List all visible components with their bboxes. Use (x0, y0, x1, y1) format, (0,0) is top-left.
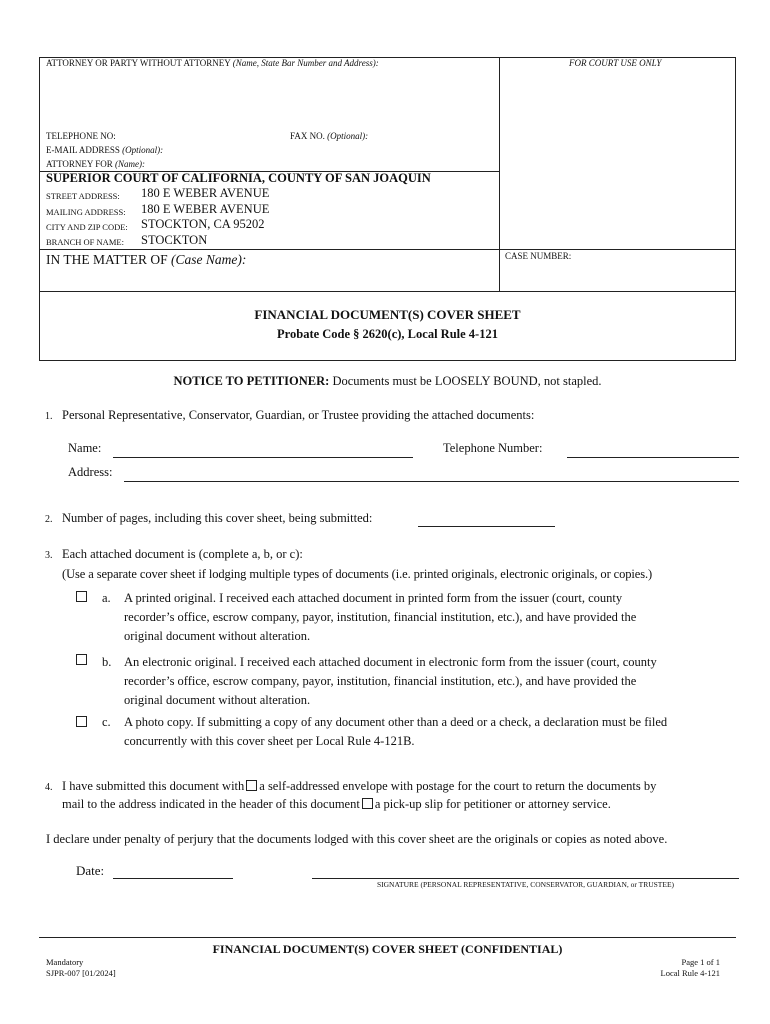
footer-local-rule: Local Rule 4-121 (660, 968, 720, 978)
item4-line2-pre: mail to the address indicated in the header of this document (62, 797, 360, 811)
footer-title: FINANCIAL DOCUMENT(S) COVER SHEET (CONFIDENTIAL) (212, 942, 563, 956)
item4-line1-post: a self-addressed envelope with postage for the court to return the documents by (259, 779, 657, 793)
name-label: Name: (68, 441, 102, 455)
footer-mandatory: Mandatory (46, 957, 84, 967)
option-c-letter: c. (102, 715, 111, 729)
matter-hint: (Case Name): (171, 252, 247, 267)
notice-label: NOTICE TO PETITIONER: (173, 374, 330, 388)
option-b-line2: recorder’s office, escrow company, payor, institution, financial institution, etc.), and have provided the (124, 674, 637, 688)
city-label: CITY AND ZIP CODE: (46, 222, 128, 232)
footer-rule (39, 937, 736, 938)
date-label: Date: (76, 863, 105, 878)
option-a-line1: A printed original. I received each attached document in printed form from the issuer (court, county (124, 591, 623, 605)
attorney-label-row (46, 58, 379, 68)
notice-row (39, 374, 736, 389)
matter-label: IN THE MATTER OF (46, 252, 168, 267)
court-name: SUPERIOR COURT OF CALIFORNIA, COUNTY OF SAN JOAQUIN (46, 171, 431, 185)
fax-label-row (290, 131, 368, 141)
address-input[interactable] (124, 465, 737, 480)
item4-line1 (62, 779, 656, 794)
title-rule (39, 291, 736, 292)
phone-input[interactable] (567, 441, 737, 456)
option-a-line2: recorder’s office, escrow company, payor, institution, financial institution, etc.), and have provided the (124, 610, 637, 624)
item3-text: Each attached document is (complete a, b, or c): (62, 547, 303, 561)
email-hint: (Optional): (122, 145, 164, 155)
item1-text: Personal Representative, Conservator, Guardian, or Trustee providing the attached documents: (62, 408, 535, 422)
name-input[interactable] (113, 441, 411, 456)
page-count-underline (418, 526, 555, 527)
matter-label-row (46, 252, 246, 268)
printed-original-checkbox[interactable] (76, 591, 87, 602)
notice-text: Documents must be LOOSELY BOUND, not stapled. (332, 374, 602, 388)
option-b-line3: original document without alteration. (124, 693, 311, 707)
page-count-input[interactable] (418, 510, 553, 525)
option-a-letter: a. (102, 591, 111, 605)
declaration: I declare under penalty of perjury that the documents lodged with this cover sheet are the originals or copies as noted above. (46, 832, 668, 846)
photo-copy-checkbox[interactable] (76, 716, 87, 727)
option-c-line1: A photo copy. If submitting a copy of any document other than a deed or a check, a declaration must be filed (124, 715, 668, 729)
branch-label: BRANCH OF NAME: (46, 237, 124, 247)
pick-up-slip-checkbox[interactable] (362, 798, 373, 809)
attorney-for-hint: (Name): (115, 159, 146, 169)
court-use-divider (499, 57, 500, 291)
fax-hint: (Optional): (327, 131, 369, 141)
item4-line1-pre: I have submitted this document with (62, 779, 245, 793)
option-b-letter: b. (102, 655, 112, 669)
phone-label: Telephone Number: (443, 441, 543, 455)
date-input[interactable] (113, 862, 231, 877)
item1-number: 1. (45, 411, 53, 422)
city-value: STOCKTON, CA 95202 (141, 217, 265, 231)
street-label: STREET ADDRESS: (46, 191, 120, 201)
item4-line2 (62, 797, 611, 812)
electronic-original-checkbox[interactable] (76, 654, 87, 665)
item2-text: Number of pages, including this cover sheet, being submitted: (62, 511, 373, 525)
attorney-hint: (Name, State Bar Number and Address): (232, 58, 379, 68)
self-addressed-envelope-checkbox[interactable] (246, 780, 257, 791)
item3-subtext: (Use a separate cover sheet if lodging multiple types of documents (i.e. printed originals, electronic originals, or copies.) (62, 567, 653, 581)
footer-form-id: SJPR-007 [01/2024] (46, 968, 116, 978)
form-title: FINANCIAL DOCUMENT(S) COVER SHEET (254, 307, 521, 322)
item4-number: 4. (45, 782, 53, 793)
telephone-label: TELEPHONE NO: (46, 131, 116, 141)
signature-line[interactable] (312, 878, 739, 879)
mailing-value: 180 E WEBER AVENUE (141, 202, 270, 216)
form-subtitle: Probate Code § 2620(c), Local Rule 4-121 (277, 327, 498, 341)
option-c-line2: concurrently with this cover sheet per Local Rule 4-121B. (124, 734, 415, 748)
street-value: 180 E WEBER AVENUE (141, 186, 270, 200)
footer-page: Page 1 of 1 (681, 957, 720, 967)
signature-label: SIGNATURE (PERSONAL REPRESENTATIVE, CONSERVATOR, GUARDIAN, or TRUSTEE) (376, 880, 675, 889)
email-label-row (46, 145, 163, 155)
mailing-label: MAILING ADDRESS: (46, 207, 126, 217)
case-number-label: CASE NUMBER: (505, 251, 572, 261)
matter-rule (39, 249, 736, 250)
option-a-line3: original document without alteration. (124, 629, 311, 643)
item3-number: 3. (45, 550, 53, 561)
phone-underline (567, 457, 739, 458)
attorney-for-label-row (46, 159, 145, 169)
item4-line2-post: a pick-up slip for petitioner or attorney service. (374, 797, 611, 811)
name-underline (113, 457, 413, 458)
attorney-label: ATTORNEY OR PARTY WITHOUT ATTORNEY (46, 58, 231, 68)
court-use-label: FOR COURT USE ONLY (569, 58, 662, 68)
item2-number: 2. (45, 514, 53, 525)
fax-label: FAX NO. (290, 131, 325, 141)
attorney-for-label: ATTORNEY FOR (46, 159, 113, 169)
date-underline (113, 878, 233, 879)
address-label: Address: (68, 465, 113, 479)
email-label: E-MAIL ADDRESS (46, 145, 120, 155)
option-b-line1: An electronic original. I received each attached document in electronic form from the issuer (court, county (124, 655, 657, 669)
address-underline (124, 481, 739, 482)
branch-value: STOCKTON (141, 233, 208, 247)
